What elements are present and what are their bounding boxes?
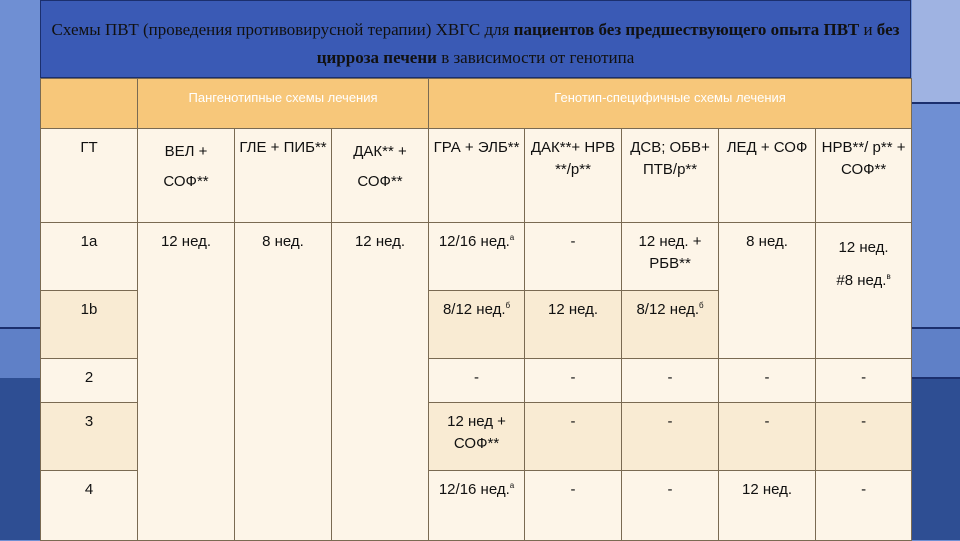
cell-led-2: - xyxy=(719,359,816,403)
cell-dsv-3: - xyxy=(622,403,719,471)
title-part-2: и xyxy=(859,20,877,39)
cell-led-1ab: 8 нед. xyxy=(719,223,816,359)
cell-gt-1a: 1a xyxy=(41,223,138,291)
title-bold-2: без цирроза печени xyxy=(316,20,900,67)
footnote-mark-a-4: а xyxy=(509,481,515,490)
group-header-row xyxy=(41,79,912,129)
col-header-dak-nrv: ДАК**+ НРВ**/р** xyxy=(525,129,622,223)
cell-gra-1a xyxy=(429,223,525,291)
title-part-1: Схемы ПВТ (проведения противовирусной терапии) ХВГС для xyxy=(51,20,514,39)
cell-dak-nrv-3: - xyxy=(525,403,622,471)
cell-nrv-sof-4: - xyxy=(816,471,912,541)
cell-led-4: 12 нед. xyxy=(719,471,816,541)
cell-gle-all: 8 нед. xyxy=(235,223,332,541)
cell-dak-nrv-4: - xyxy=(525,471,622,541)
cell-dak-nrv-1b: 12 нед. xyxy=(525,291,622,359)
cell-dsv-1b-text: 8/12 нед. xyxy=(636,301,700,318)
footnote-mark-b: б xyxy=(505,301,511,310)
bg-block-left-mid xyxy=(0,328,40,378)
bg-block-right-dark xyxy=(912,378,960,540)
table-row-1a xyxy=(41,223,912,291)
col-header-gle: ГЛЕ + ПИБ** xyxy=(235,129,332,223)
cell-nrv-sof-2: - xyxy=(816,359,912,403)
cell-nrv-line-1: 12 нед. xyxy=(838,239,889,256)
cell-gra-3: 12 нед + СОФ** xyxy=(429,403,525,471)
cell-gt-1b: 1b xyxy=(41,291,138,359)
cell-led-3: - xyxy=(719,403,816,471)
col-header-dak-sof: ДАК** + СОФ** xyxy=(332,129,429,223)
cell-gra-4 xyxy=(429,471,525,541)
col-header-dsv: ДСВ; ОБВ+ПТВ/р** xyxy=(622,129,719,223)
cell-dak-nrv-2: - xyxy=(525,359,622,403)
column-header-row xyxy=(41,129,912,223)
slide-title xyxy=(40,0,911,78)
cell-dsv-1a: 12 нед. + РБВ** xyxy=(622,223,719,291)
cell-nrv-sof-3: - xyxy=(816,403,912,471)
bg-divider-right-low xyxy=(912,377,960,379)
cell-nrv-line-2-text: #8 нед. xyxy=(836,272,887,289)
col-header-nrv-sof: НРВ**/ р** + СОФ** xyxy=(816,129,912,223)
cell-gt-3: 3 xyxy=(41,403,138,471)
cell-gra-2: - xyxy=(429,359,525,403)
group-header-specific: Генотип-специфичные схемы лечения xyxy=(429,79,912,129)
col-header-led: ЛЕД + СОФ xyxy=(719,129,816,223)
col-header-vel: ВЕЛ + СОФ** xyxy=(138,129,235,223)
footnote-mark-a: а xyxy=(509,233,515,242)
bg-block-right-mid xyxy=(912,102,960,328)
title-part-3: в зависимости от генотипа xyxy=(436,48,635,67)
cell-gra-4-text: 12/16 нед. xyxy=(438,481,510,498)
title-bold-1: пациентов без предшествующего опыта ПВТ xyxy=(513,20,860,39)
cell-dak-sof-all: 12 нед. xyxy=(332,223,429,541)
cell-dsv-2: - xyxy=(622,359,719,403)
footnote-mark-b-dsv: б xyxy=(699,301,704,310)
bg-divider-right-top xyxy=(912,102,960,104)
col-header-gt: ГТ xyxy=(41,129,138,223)
col-header-gra: ГРА + ЭЛБ** xyxy=(429,129,525,223)
cell-gra-1a-text: 12/16 нед. xyxy=(438,233,510,250)
cell-gt-2: 2 xyxy=(41,359,138,403)
bg-block-right-top xyxy=(912,0,960,102)
cell-dsv-4: - xyxy=(622,471,719,541)
cell-nrv-sof-1ab xyxy=(816,223,912,359)
cell-dak-nrv-1a: - xyxy=(525,223,622,291)
cell-gra-1b-text: 8/12 нед. xyxy=(442,301,506,318)
group-header-pan: Пангенотипные схемы лечения xyxy=(138,79,429,129)
footnote-mark-v: в xyxy=(886,272,891,281)
bg-block-left-dark xyxy=(0,378,40,540)
cell-gra-1b xyxy=(429,291,525,359)
cell-dsv-1b xyxy=(622,291,719,359)
cell-vel-all: 12 нед. xyxy=(138,223,235,541)
cell-nrv-line-2 xyxy=(820,264,907,297)
cell-gt-4: 4 xyxy=(41,471,138,541)
bg-block-right-low xyxy=(912,328,960,378)
regimens-table xyxy=(40,78,912,541)
bg-divider-left xyxy=(0,327,40,329)
bg-divider-right-mid xyxy=(912,327,960,329)
group-header-empty xyxy=(41,79,138,129)
